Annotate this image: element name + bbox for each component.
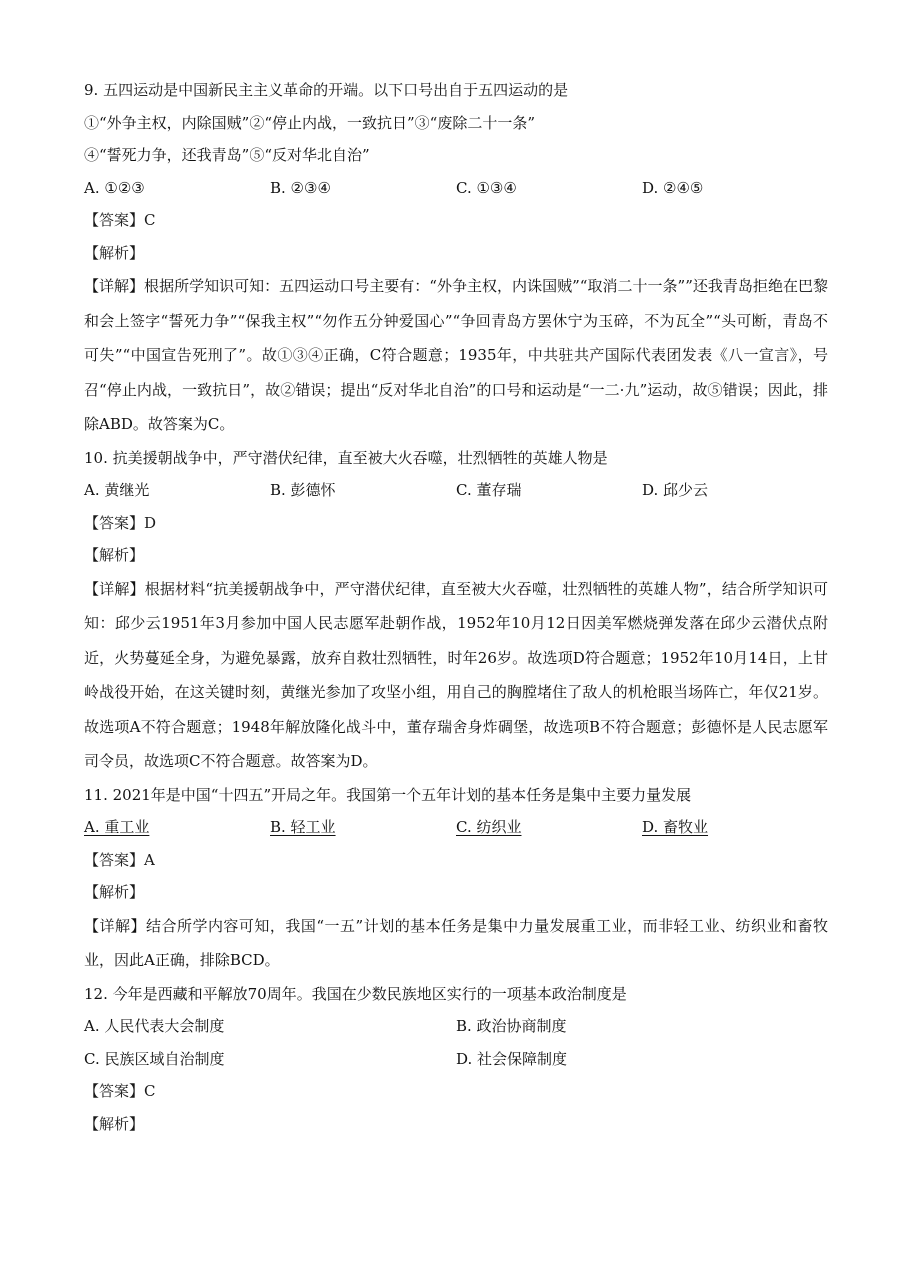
answer-label: 【答案】D: [84, 513, 157, 532]
question-9: [84, 74, 828, 442]
option-d: D. ②④⑤: [642, 178, 704, 197]
option-a: A. 人民代表大会制度: [84, 1017, 225, 1035]
options-row: [84, 172, 828, 205]
options-row: [84, 474, 828, 507]
option-a: A. 重工业: [84, 818, 150, 836]
options-row: [84, 1043, 828, 1076]
options-row: [84, 1010, 828, 1043]
detail-text: 【详解】根据材料“抗美援朝战争中，严守潜伏纪律，直至被大火吞噬，壮烈牺牲的英雄人物”，结合所学知识可知：邱少云1951年3月参加中国人民志愿军赴朝作战，1952年10月12日因美军燃烧弹发落在邱少云潜伏点附近，火势蔓延全身，为避免暴露，放弃自救壮烈牺牲，时年26岁。故选项D符合题意；1952年10月14日，上甘岭战役开始，在这关键时刻，黄继光参加了攻坚小组，用自己的胸膛堵住了敌人的机枪眼当场阵亡，年仅21岁。故选项A不符合题意；1948年解放隆化战斗中，董存瑞舍身炸碉堡，故选项B不符合题意；彭德怀是人民志愿军司令员，故选项C不符合题意。故答案为D。: [84, 579, 828, 770]
answer-label: 【答案】C: [84, 1082, 156, 1100]
question-12: [84, 978, 828, 1141]
option-c: C. ①③④: [456, 178, 517, 197]
document-page: [84, 74, 828, 1140]
analysis-label: 【解析】: [84, 883, 145, 901]
question-10: [84, 442, 828, 779]
option-d: D. 邱少云: [642, 481, 709, 499]
answer-label: 【答案】C: [84, 211, 156, 229]
option-c: C. 董存瑞: [456, 481, 522, 499]
options-row: [84, 811, 828, 844]
analysis-label: 【解析】: [84, 243, 145, 262]
option-c: C. 纺织业: [456, 818, 522, 836]
option-d: D. 社会保障制度: [456, 1049, 568, 1068]
question-stem: 10. 抗美援朝战争中，严守潜伏纪律，直至被大火吞噬，壮烈牺牲的英雄人物是: [84, 448, 608, 467]
answer-label: 【答案】A: [84, 850, 155, 869]
question-line: ④“誓死力争，还我青岛”⑤“反对华北自治”: [84, 146, 370, 164]
option-b: B. 政治协商制度: [456, 1017, 567, 1035]
detail-text: 【详解】根据所学知识可知：五四运动口号主要有：“外争主权，内诛国贼”“取消二十一条””还我青岛拒绝在巴黎和会上签字“誓死力争”“保我主权”“勿作五分钟爱国心”“争回青岛方罢休宁为玉碎，不为瓦全”“头可断，青岛不可失”“中国宣告死刑了”。故①③④正确，C符合题意；1935年，中共驻共产国际代表团发表《八一宣言》，号召“停止内战，一致抗日”，故②错误；提出“反对华北自治”的口号和运动是“一二·九”运动，故⑤错误；因此，排除ABD。故答案为C。: [84, 277, 828, 433]
analysis-label: 【解析】: [84, 1114, 145, 1133]
question-stem: 12. 今年是西藏和平解放70周年。我国在少数民族地区实行的一项基本政治制度是: [84, 984, 627, 1003]
question-stem: 9. 五四运动是中国新民主主义革命的开端。以下口号出自于五四运动的是: [84, 81, 569, 99]
question-line: ①“外争主权，内除国贼”②“停止内战，一致抗日”③“废除二十一条”: [84, 113, 536, 132]
option-a: A. 黄继光: [84, 481, 150, 499]
question-11: [84, 779, 828, 978]
option-c: C. 民族区域自治制度: [84, 1049, 225, 1068]
option-a: A. ①②③: [84, 178, 145, 197]
option-b: B. ②③④: [270, 178, 331, 197]
question-stem: 11. 2021年是中国“十四五”开局之年。我国第一个五年计划的基本任务是集中主要力量发展: [84, 785, 692, 804]
analysis-label: 【解析】: [84, 546, 145, 564]
option-d: D. 畜牧业: [642, 818, 709, 836]
option-b: B. 轻工业: [270, 818, 336, 836]
option-b: B. 彭德怀: [270, 481, 336, 499]
detail-text: 【详解】结合所学内容可知，我国“一五”计划的基本任务是集中力量发展重工业，而非轻工业、纺织业和畜牧业，因此A正确，排除BCD。: [84, 916, 828, 969]
